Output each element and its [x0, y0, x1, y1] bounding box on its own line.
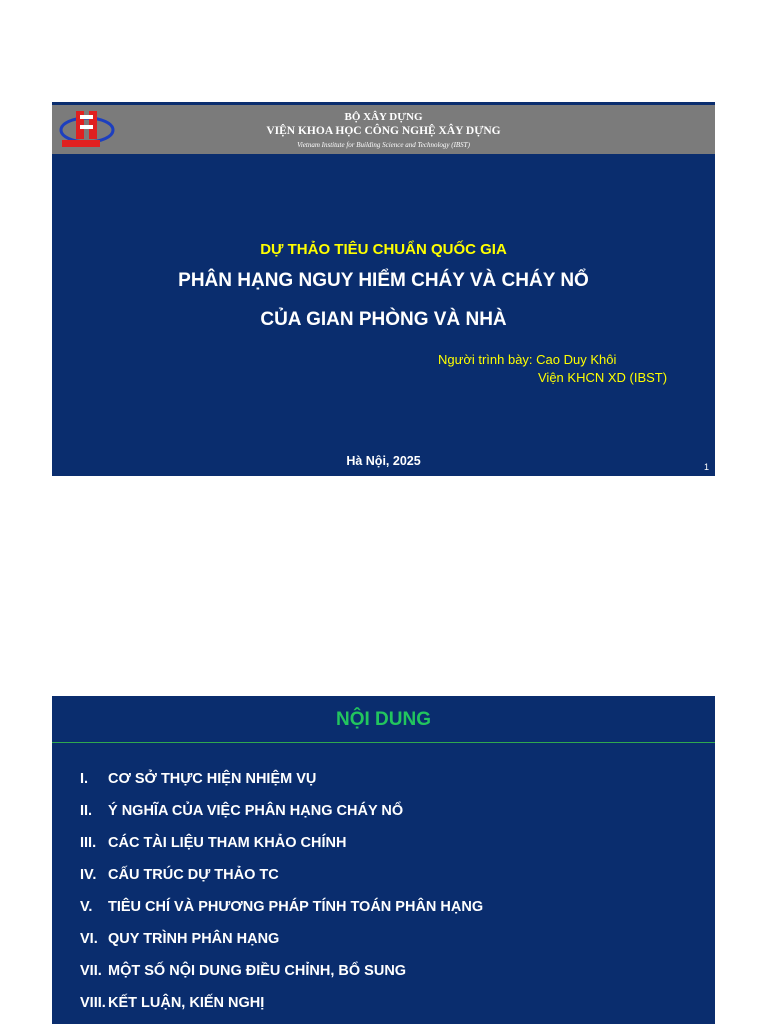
header-divider [52, 102, 715, 105]
item-number: VIII. [80, 995, 106, 1011]
title-slide [52, 102, 715, 476]
presenter-organization: Viện KHCN XD (IBST) [538, 370, 668, 385]
contents-item [80, 771, 483, 803]
item-text: QUY TRÌNH PHÂN HẠNG [108, 931, 280, 947]
item-number: III. [80, 835, 97, 851]
contents-item [80, 803, 483, 835]
item-number: II. [80, 803, 93, 819]
ministry-name: BỘ XÂY DỰNG [344, 111, 423, 123]
item-text: Ý NGHĨA CỦA VIỆC PHÂN HẠNG CHÁY NỔ [108, 803, 404, 819]
item-text: KẾT LUẬN, KIẾN NGHỊ [108, 995, 265, 1011]
contents-title: NỘI DUNG [336, 709, 431, 730]
slide-title-line1: PHÂN HẠNG NGUY HIỂM CHÁY VÀ CHÁY NỔ [178, 270, 589, 291]
institute-name-en: Vietnam Institute for Building Science and Technology (IBST) [297, 141, 470, 149]
contents-item [80, 835, 483, 867]
item-text: CẤU TRÚC DỰ THẢO TC [108, 867, 279, 883]
item-number: VI. [80, 931, 98, 947]
item-text: MỘT SỐ NỘI DUNG ĐIỀU CHỈNH, BỔ SUNG [108, 963, 407, 979]
institute-name: VIỆN KHOA HỌC CÔNG NGHỆ XÂY DỰNG [266, 125, 501, 137]
item-text: TIÊU CHÍ VÀ PHƯƠNG PHÁP TÍNH TOÁN PHÂN HẠNG [108, 899, 484, 915]
draft-label: DỰ THẢO TIÊU CHUẨN QUỐC GIA [260, 241, 507, 258]
slide-header [52, 102, 715, 154]
item-number: VII. [80, 963, 102, 979]
contents-item [80, 867, 483, 899]
title-divider [52, 742, 715, 743]
item-number: IV. [80, 867, 97, 883]
item-number: I. [80, 771, 89, 787]
contents-item [80, 995, 483, 1024]
presenter-name: Người trình bày: Cao Duy Khôi [438, 352, 617, 367]
contents-slide [52, 696, 715, 1024]
item-text: CƠ SỞ THỰC HIỆN NHIỆM VỤ [108, 771, 317, 787]
place-date: Hà Nội, 2025 [346, 454, 421, 468]
slide-title-line2: CỦA GIAN PHÒNG VÀ NHÀ [260, 309, 507, 330]
page-number: 1 [704, 462, 710, 472]
contents-item [80, 899, 483, 931]
contents-item [80, 931, 483, 963]
item-text: CÁC TÀI LIỆU THAM KHẢO CHÍNH [108, 835, 347, 851]
item-number: V. [80, 899, 93, 915]
contents-item [80, 963, 483, 995]
contents-list [80, 771, 483, 1024]
